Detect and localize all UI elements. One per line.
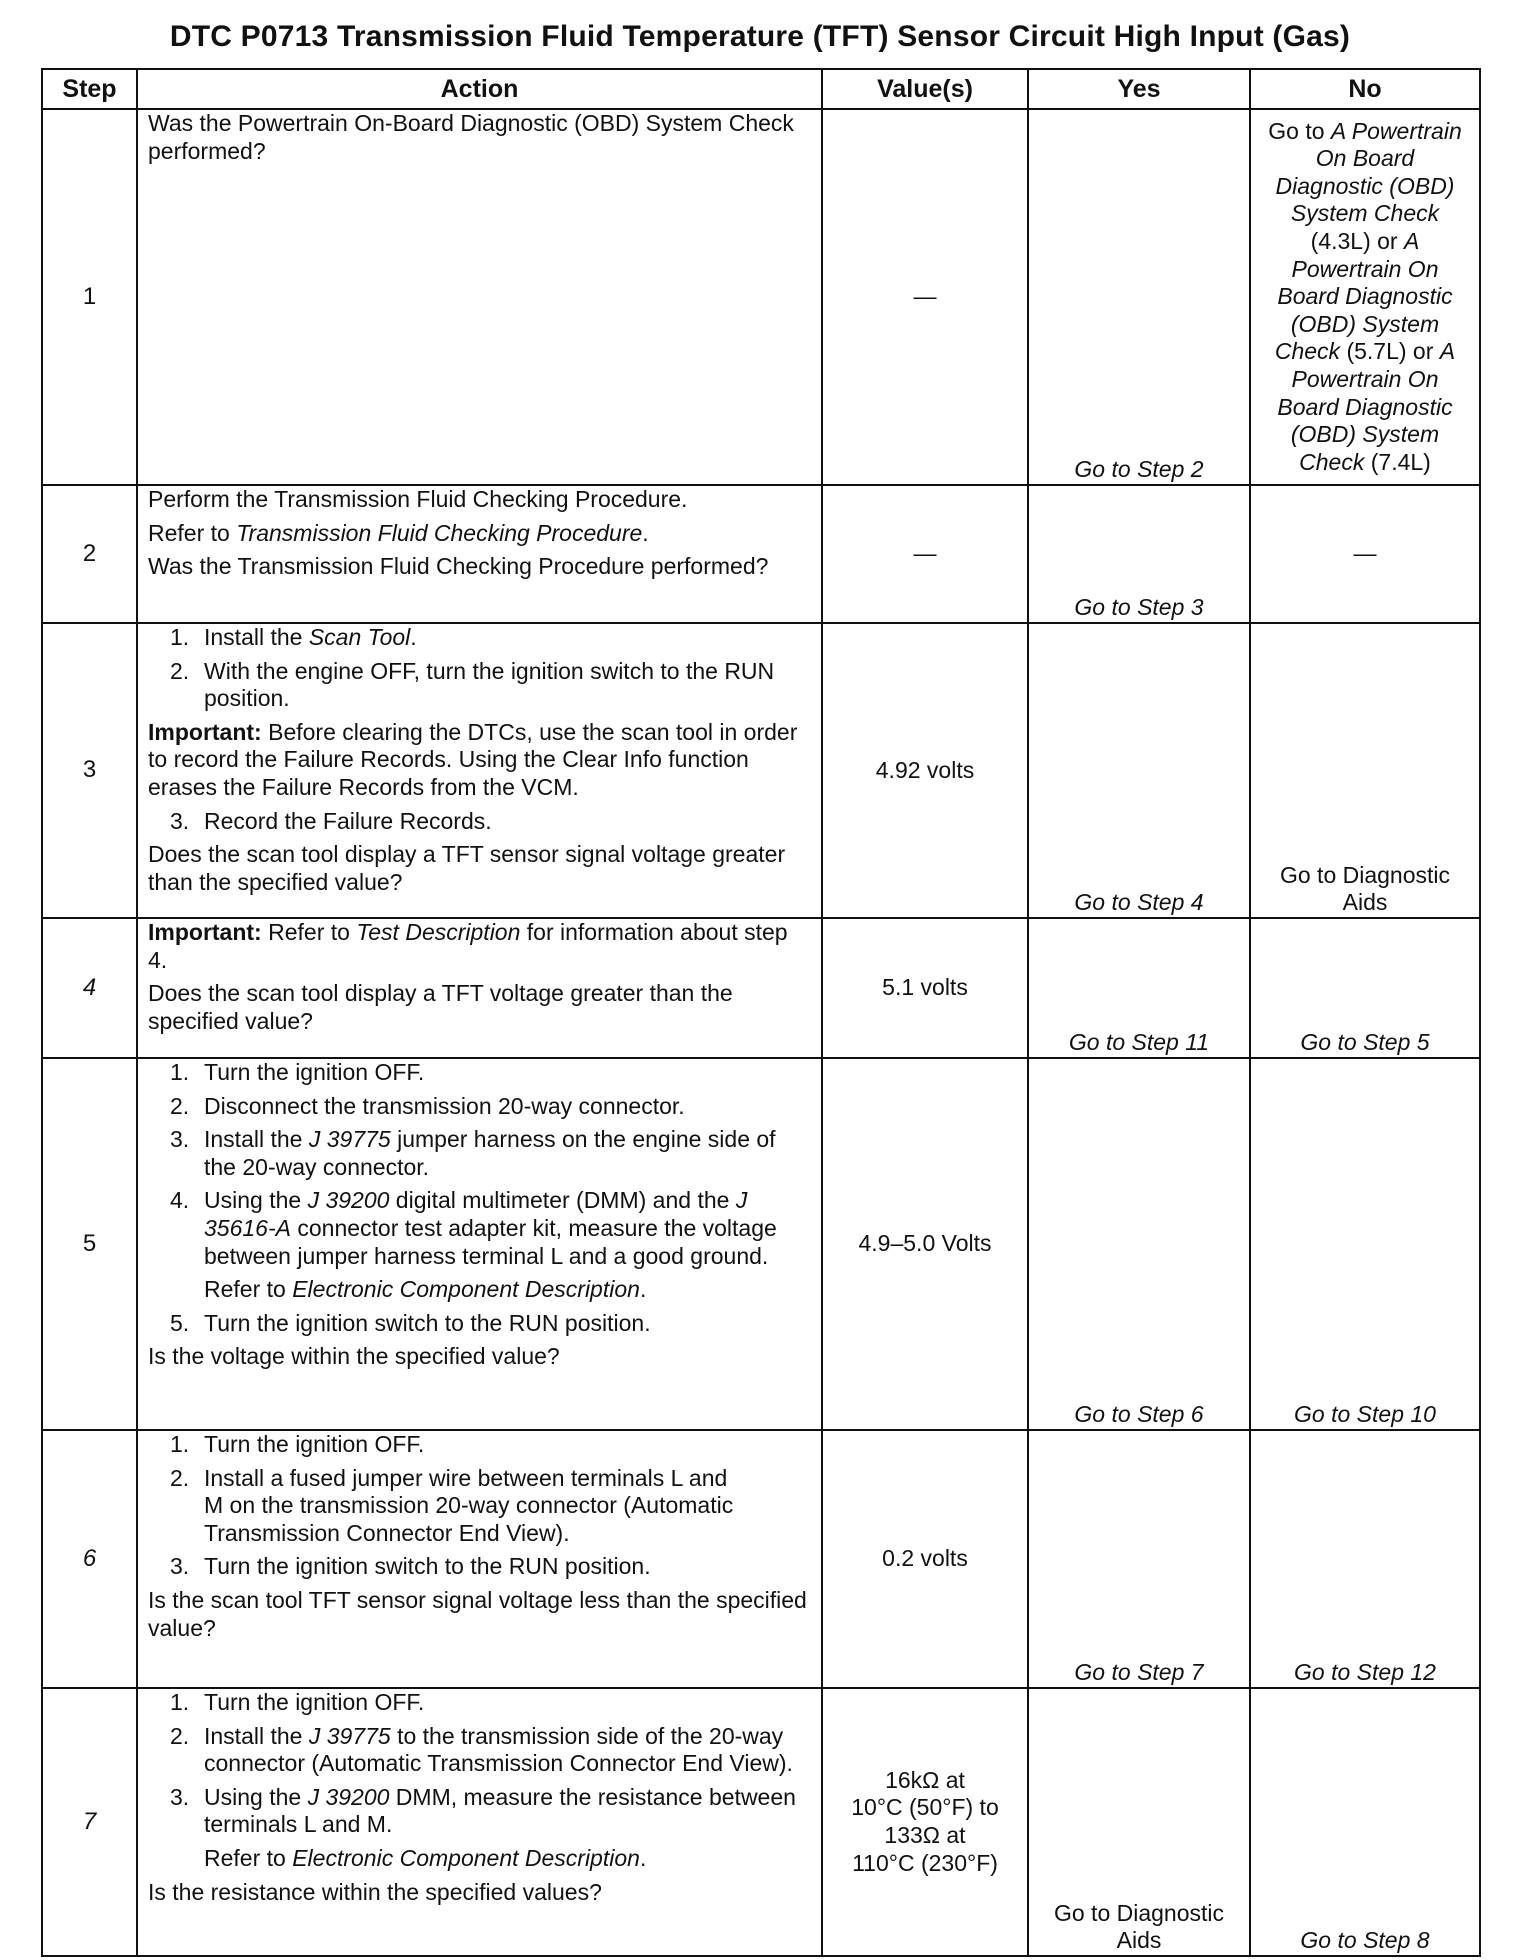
no-cell: [1250, 109, 1480, 485]
table-row: [42, 485, 1480, 623]
text: Turn the ignition switch to the RUN position.: [204, 1553, 651, 1580]
list-item: [148, 1059, 811, 1087]
text: With the engine OFF, turn the ignition switch to the RUN position.: [204, 657, 775, 712]
list-number: 3.: [170, 1553, 190, 1580]
action-text: Perform the Transmission Fluid Checking Procedure.: [148, 486, 688, 512]
list-number: 1.: [170, 1431, 190, 1457]
diagnostic-table: [41, 68, 1481, 1957]
reference-note: [148, 1276, 811, 1304]
list-number: 2.: [170, 1722, 190, 1749]
step-number: 1: [42, 109, 137, 485]
table-row: [42, 623, 1480, 918]
list-number: 2.: [170, 657, 190, 684]
table-row: [42, 1058, 1480, 1430]
table-row: [42, 1430, 1480, 1688]
list-item: [148, 624, 811, 652]
text: .: [410, 624, 417, 650]
list-number: 5.: [170, 1309, 190, 1336]
important-label: Important:: [148, 718, 262, 745]
list-number: 3.: [170, 1126, 190, 1153]
no-cell: Go to Step 12: [1250, 1430, 1480, 1688]
header-no: No: [1250, 69, 1480, 109]
list-number: 1.: [170, 624, 190, 650]
value-cell: [822, 1688, 1028, 1956]
procedure-link: A Powertrain On Board Diagnostic (OBD) System Check: [1275, 117, 1462, 227]
procedure-link: Test Description: [356, 919, 521, 945]
header-step: Step: [42, 69, 137, 109]
text: for information about step 4.: [148, 919, 788, 973]
text: Refer to: [148, 519, 237, 546]
text: DMM, measure the resistance between terminals L and M.: [204, 1783, 796, 1838]
text: connector test adapter kit, measure the voltage between jumper harness terminal L and a good ground.: [204, 1214, 777, 1269]
list-number: 3.: [170, 1783, 190, 1810]
text: to the transmission side of the 20-way connector (Automatic Transmission Connector End View).: [204, 1722, 793, 1777]
action-question: Is the voltage within the specified value?: [148, 1343, 560, 1370]
list-item: [148, 1784, 811, 1839]
text: Install the: [204, 1126, 309, 1153]
text: Using the: [204, 1783, 308, 1810]
text: jumper harness on the engine side of the 20-way connector.: [204, 1126, 776, 1180]
list-item: [148, 1553, 811, 1581]
step-number: 6: [42, 1430, 137, 1688]
text: .: [639, 1844, 647, 1871]
yes-cell: Go to Step 7: [1028, 1430, 1250, 1688]
tool-link: J 39200: [307, 1783, 390, 1810]
table-row: [42, 918, 1480, 1058]
important-note: [148, 919, 811, 974]
tool-link: J 39775: [308, 1126, 391, 1153]
list-number: 1.: [170, 1689, 190, 1715]
list-number: 2.: [170, 1092, 190, 1119]
tool-link: J 35616-A: [204, 1187, 748, 1241]
no-text: Go to: [1268, 117, 1331, 144]
list-item: [148, 808, 811, 836]
text: Record the Failure Records.: [204, 807, 492, 834]
action-cell: [137, 623, 822, 918]
no-text: (4.3L) or: [1310, 228, 1404, 255]
important-note: [148, 719, 811, 802]
yes-cell: Go to Step 3: [1028, 485, 1250, 623]
no-cell: Go to Diagnostic Aids: [1250, 623, 1480, 918]
tool-link: J 39200: [307, 1187, 390, 1214]
step-number: 5: [42, 1058, 137, 1430]
value-cell: 4.92 volts: [822, 623, 1028, 918]
value-cell: —: [822, 109, 1028, 485]
tool-link: J 39775: [308, 1722, 391, 1749]
action-text: [148, 520, 811, 548]
step-number: 7: [42, 1688, 137, 1956]
value-cell: 0.2 volts: [822, 1430, 1028, 1688]
text: .: [639, 1276, 647, 1303]
action-cell: [137, 485, 822, 623]
text: Refer to: [204, 1276, 293, 1303]
table-row: [42, 1688, 1480, 1956]
text: Refer to: [204, 1844, 293, 1871]
value-line: 133Ω at: [884, 1822, 966, 1848]
step-number: 2: [42, 485, 137, 623]
text: Disconnect the transmission 20-way connector.: [204, 1092, 685, 1119]
value-cell: —: [822, 485, 1028, 623]
header-row: [42, 69, 1480, 109]
list-item: [148, 1310, 811, 1338]
text: Refer to: [261, 919, 357, 945]
list-number: 1.: [170, 1059, 190, 1085]
yes-cell: Go to Step 2: [1028, 109, 1250, 485]
list-item: [148, 1465, 811, 1548]
procedure-link: A Powertrain On Board Diagnostic (OBD) System Check: [1274, 228, 1453, 365]
text: Install a fused jumper wire between terminals L and M on the transmission 20-way connector (Automatic Transmission Connector End View).: [204, 1464, 734, 1546]
table-row: [42, 109, 1480, 485]
page-title: DTC P0713 Transmission Fluid Temperature (TFT) Sensor Circuit High Input (Gas): [169, 20, 1351, 53]
list-item: [148, 1187, 811, 1270]
list-number: 4.: [170, 1187, 190, 1214]
action-question: Does the scan tool display a TFT voltage greater than the specified value?: [148, 980, 733, 1034]
value-cell: 4.9–5.0 Volts: [822, 1058, 1028, 1430]
header-action: Action: [137, 69, 822, 109]
list-item: [148, 1723, 811, 1778]
text: .: [642, 519, 649, 546]
list-number: 2.: [170, 1464, 190, 1491]
action-cell: [137, 918, 822, 1058]
text: Turn the ignition OFF.: [204, 1059, 425, 1085]
action-text: Was the Powertrain On-Board Diagnostic (OBD) System Check performed?: [148, 110, 794, 164]
action-question: Is the scan tool TFT sensor signal voltage less than the specified value?: [148, 1586, 807, 1641]
action-cell: [137, 1430, 822, 1688]
action-cell: [137, 1688, 822, 1956]
procedure-link: Transmission Fluid Checking Procedure: [236, 519, 643, 546]
procedure-link: Electronic Component Description: [292, 1276, 640, 1303]
text: digital multimeter (DMM) and the: [389, 1187, 736, 1214]
value-line: 110°C (230°F): [852, 1849, 998, 1876]
procedure-link: Electronic Component Description: [292, 1844, 640, 1871]
action-question: Is the resistance within the specified values?: [148, 1878, 602, 1905]
important-label: Important:: [148, 919, 262, 945]
no-cell: —: [1250, 485, 1480, 623]
text: Using the: [204, 1187, 308, 1214]
text: Turn the ignition OFF.: [204, 1431, 425, 1457]
no-cell: Go to Step 10: [1250, 1058, 1480, 1430]
yes-cell: Go to Diagnostic Aids: [1028, 1688, 1250, 1956]
step-number: 3: [42, 623, 137, 918]
text: Install the: [204, 1722, 309, 1749]
action-question: Does the scan tool display a TFT sensor signal voltage greater than the specified value?: [148, 841, 786, 895]
text: Turn the ignition switch to the RUN position.: [204, 1309, 651, 1336]
procedure-link: A Powertrain On Board Diagnostic (OBD) System Check: [1277, 338, 1456, 475]
no-cell: Go to Step 5: [1250, 918, 1480, 1058]
header-yes: Yes: [1028, 69, 1250, 109]
reference-note: [148, 1845, 811, 1873]
yes-cell: Go to Step 6: [1028, 1058, 1250, 1430]
header-value: Value(s): [822, 69, 1028, 109]
value-cell: 5.1 volts: [822, 918, 1028, 1058]
no-text: (5.7L) or: [1340, 338, 1440, 365]
action-cell: [137, 109, 822, 485]
list-item: [148, 1689, 811, 1717]
no-text: (7.4L): [1364, 448, 1431, 475]
text: Before clearing the DTCs, use the scan tool in order to record the Failure Records. Using the Clear Info function erases the Failure Records from the VCM.: [148, 718, 798, 800]
value-line: 16kΩ at: [885, 1766, 965, 1793]
action-question: Was the Transmission Fluid Checking Procedure performed?: [148, 553, 769, 580]
text: Install the: [204, 624, 309, 650]
list-item: [148, 1126, 811, 1181]
no-cell: Go to Step 8: [1250, 1688, 1480, 1956]
list-item: [148, 658, 811, 713]
list-number: 3.: [170, 807, 190, 834]
yes-cell: Go to Step 4: [1028, 623, 1250, 918]
value-line: 10°C (50°F) to: [851, 1794, 999, 1821]
yes-cell: Go to Step 11: [1028, 918, 1250, 1058]
list-item: [148, 1093, 811, 1121]
tool-link: Scan Tool: [308, 624, 411, 650]
text: Turn the ignition OFF.: [204, 1689, 425, 1715]
action-cell: [137, 1058, 822, 1430]
list-item: [148, 1431, 811, 1459]
step-number: 4: [42, 918, 137, 1058]
